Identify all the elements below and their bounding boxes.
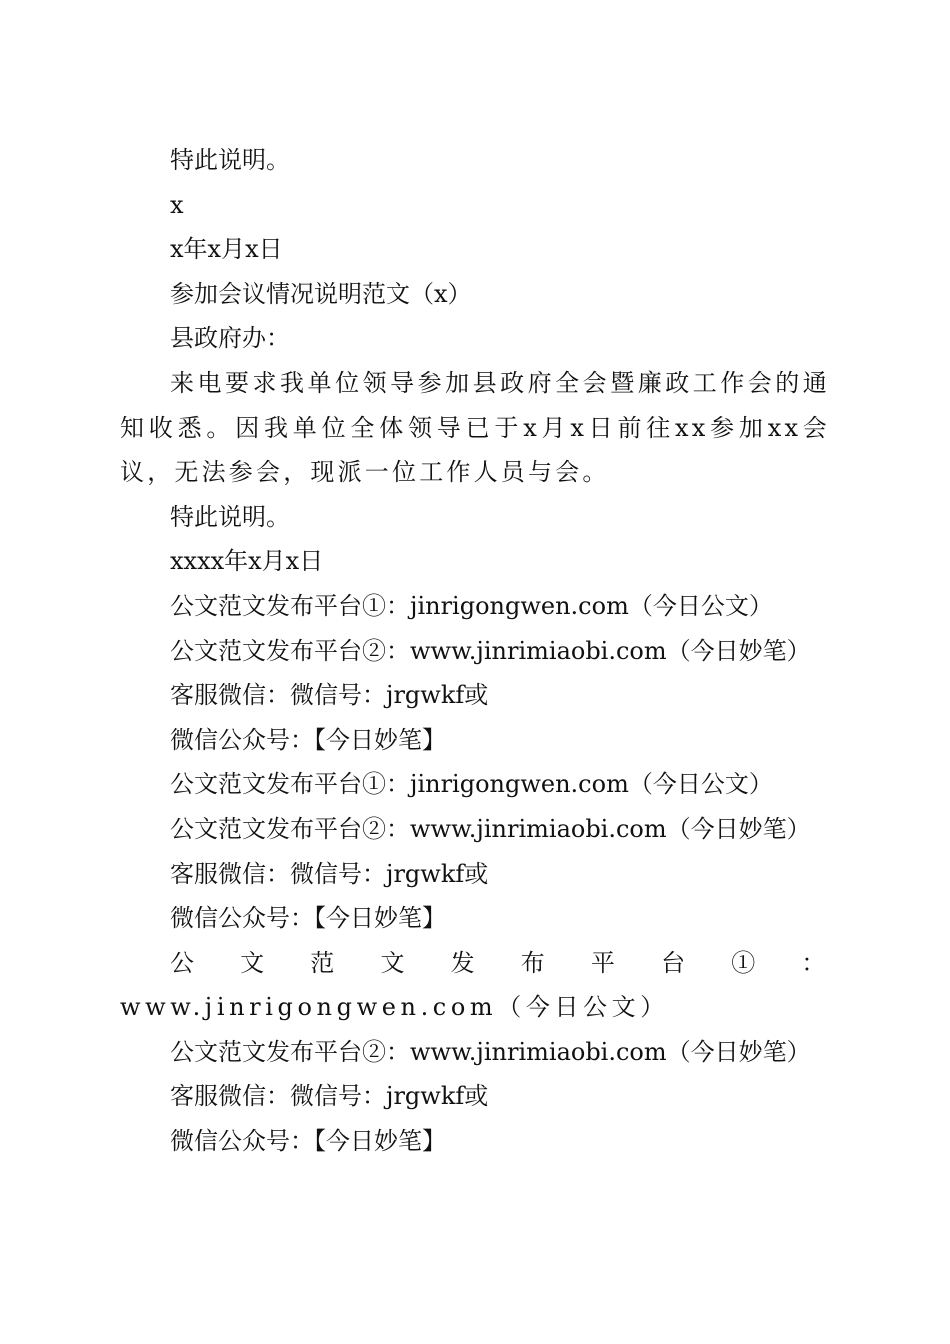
- service-wechat-line: 客服微信：微信号：jrgwkf或: [170, 1082, 489, 1111]
- platform-line: 公文范文发布平台①：jinrigongwen.com（今日公文）: [170, 591, 773, 620]
- wechat-account-line: 微信公众号：【今日妙笔】: [170, 904, 446, 933]
- platform-line: 公文范文发布平台②：www.jinrimiaobi.com（今日妙笔）: [170, 814, 811, 843]
- platform-line: 公文范文发布平台②：www.jinrimiaobi.com（今日妙笔）: [170, 1037, 811, 1066]
- service-wechat-line: 客服微信：微信号：jrgwkf或: [170, 859, 489, 888]
- closing-statement: 特此说明。: [170, 146, 290, 174]
- signature-date: xxxx年x月x日: [170, 547, 324, 576]
- platform-line: 公文范文发布平台①：jinrigongwen.com（今日公文）: [170, 770, 773, 799]
- section-title: 参加会议情况说明范文（x）: [170, 279, 472, 308]
- recipient-line: 县政府办：: [170, 324, 290, 353]
- wechat-account-line: 微信公众号：【今日妙笔】: [170, 725, 446, 754]
- closing-statement: 特此说明。: [170, 502, 290, 531]
- platform-line: 公文范文发布平台①：www.jinrigongwen.com（今日公文）: [120, 948, 830, 1022]
- service-wechat-line: 客服微信：微信号：jrgwkf或: [170, 681, 489, 710]
- body-paragraph: 来电要求我单位领导参加县政府全会暨廉政工作会的通知收悉。因我单位全体领导已于x月x日前往xx参加xx会议，无法参会，现派一位工作人员与会。: [120, 368, 830, 487]
- wechat-account-line: 微信公众号：【今日妙笔】: [170, 1127, 446, 1156]
- document-body: [120, 138, 830, 1164]
- signature-unit: x: [170, 190, 184, 219]
- signature-date: x年x月x日: [170, 235, 283, 264]
- platform-line: 公文范文发布平台②：www.jinrimiaobi.com（今日妙笔）: [170, 636, 811, 665]
